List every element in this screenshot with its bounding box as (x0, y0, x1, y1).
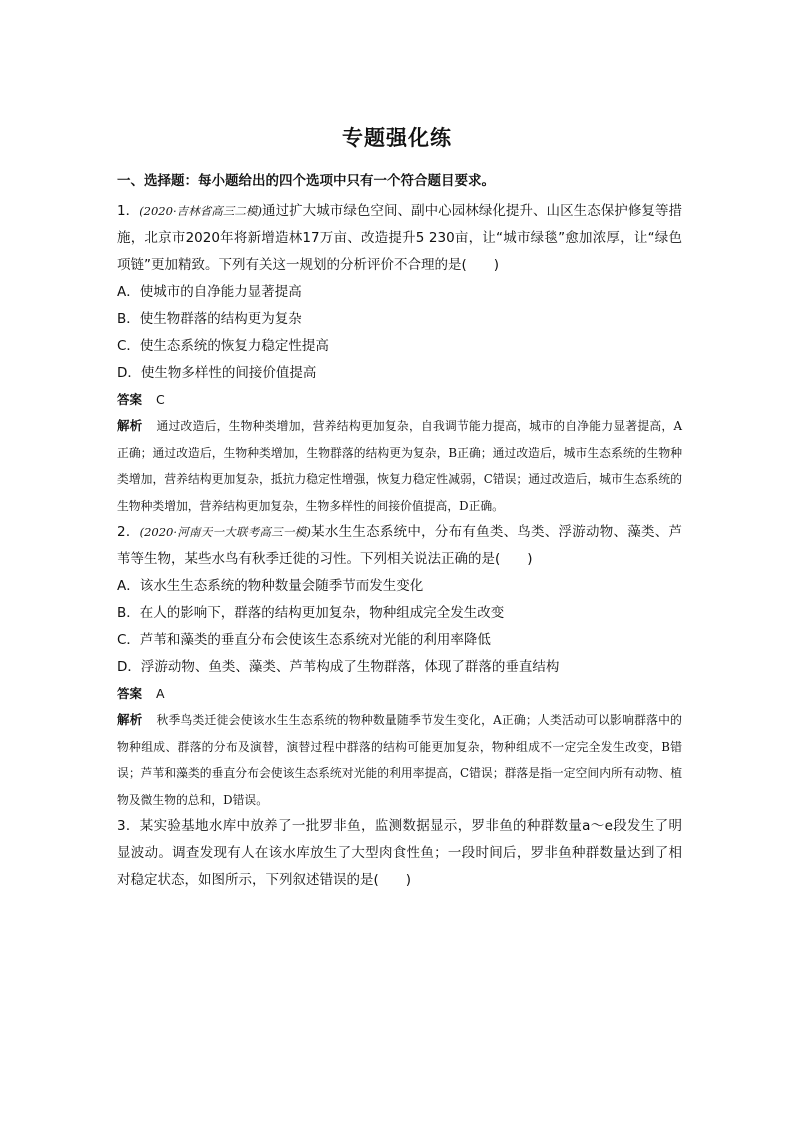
question-1 (117, 198, 682, 519)
document-body (117, 170, 682, 894)
explanation-label: 解析 (117, 418, 143, 433)
explanation-label: 解析 (117, 712, 143, 727)
question-stem (117, 198, 682, 279)
question-number: 2． (117, 524, 140, 540)
question-text: 通过扩大城市绿色空间、副中心园林绿化提升、山区生态保护修复等措施，北京市2020年将新增造林17万亩、改造提升5 230亩，让“城市绿毯”愈加浓厚，让“绿色项链”更加精致。下列有关这一规划的分析评价不合理的是( ) (117, 203, 682, 273)
section-heading: 一、选择题：每小题给出的四个选项中只有一个符合题目要求。 (117, 173, 495, 189)
answer-value: C (156, 392, 165, 407)
answer-row (117, 387, 682, 413)
explanation (117, 707, 682, 813)
option-d: D．浮游动物、鱼类、藻类、芦苇构成了生物群落，体现了群落的垂直结构 (117, 659, 560, 675)
option-c: C．使生态系统的恢复力稳定性提高 (117, 338, 329, 354)
question-text: 某实验基地水库中放养了一批罗非鱼，监测数据显示，罗非鱼的种群数量a～e段发生了明显波动。调查发现有人在该水库放生了大型肉食性鱼；一段时间后，罗非鱼种群数量达到了相对稳定状态，如图所示，下列叙述错误的是( ) (117, 818, 683, 888)
option-c: C．芦苇和藻类的垂直分布会使该生态系统对光能的利用率降低 (117, 632, 491, 648)
question-number: 1． (117, 203, 140, 219)
question-number: 3． (117, 818, 140, 834)
question-stem (117, 813, 682, 894)
explanation-text: 通过改造后，生物种类增加，营养结构更加复杂，自我调节能力提高，城市的自净能力显著提高，A正确；通过改造后，生物种类增加，生物群落的结构更为复杂，B正确；通过改造后，城市生态系统的生物种类增加，营养结构更加复杂，抵抗力稳定性增强，恢复力稳定性减弱，C错误；通过改造后，城市生态系统的生物种类增加，营养结构更加复杂，生物多样性的间接价值提高，D正确。 (117, 419, 682, 513)
option-b: B．在人的影响下，群落的结构更加复杂，物种组成完全发生改变 (117, 605, 505, 621)
question-3 (117, 813, 682, 894)
page-title: 专题强化练 (342, 126, 452, 150)
answer-label: 答案 (117, 392, 143, 407)
option-b: B．使生物群落的结构更为复杂 (117, 311, 302, 327)
question-text: 某水生生态系统中，分布有鱼类、鸟类、浮游动物、藻类、芦苇等生物，某些水鸟有秋季迁徙的习性。下列相关说法正确的是( ) (117, 524, 682, 567)
answer-row (117, 681, 682, 707)
option-a: A．使城市的自净能力显著提高 (117, 284, 302, 300)
option-a: A．该水生生态系统的物种数量会随季节而发生变化 (117, 578, 424, 594)
explanation-text: 秋季鸟类迁徙会使该水生生态系统的物种数量随季节发生变化，A正确；人类活动可以影响群落中的物种组成、群落的分布及演替，演替过程中群落的结构可能更加复杂，物种组成不一定完全发生改变，B错误；芦苇和藻类的垂直分布会使该生态系统对光能的利用率提高，C错误；群落是指一定空间内所有动物、植物及微生物的总和，D错误。 (117, 713, 682, 807)
question-stem (117, 519, 682, 573)
option-d: D．使生物多样性的间接价值提高 (117, 365, 317, 381)
question-source: (2020·河南天一大联考高三一模) (139, 525, 311, 539)
explanation (117, 413, 682, 519)
question-source: (2020·吉林省高三二模) (139, 204, 262, 218)
answer-value: A (156, 686, 165, 701)
answer-label: 答案 (117, 686, 143, 701)
question-2 (117, 519, 682, 813)
